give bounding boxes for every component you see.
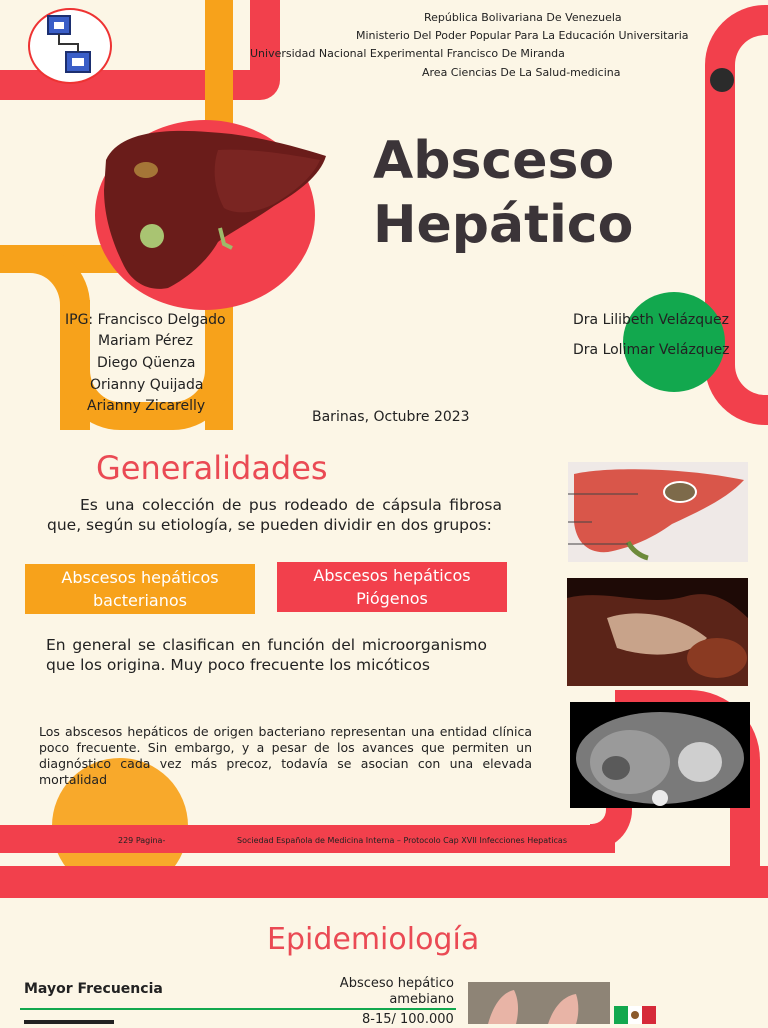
box-bacterianos: Abscesos hepáticos bacterianos [25,564,255,614]
epidemiologia-heading: Epidemiología [267,922,480,957]
tutor-2: Dra Lolimar Velázquez [573,342,730,358]
footer-page: 229 Pagina- [118,836,166,845]
student-4: Orianny Quijada [90,377,204,393]
student-1: IPG: Francisco Delgado [65,312,226,328]
value-incidence: 8-15/ 100.000 [362,1012,454,1027]
student-2: Mariam Pérez [98,333,193,349]
red-band-page-divider [0,866,768,898]
table-divider [20,1008,456,1010]
logo-icon [30,10,110,82]
row-label-mayor-frecuencia: Mayor Frecuencia [24,981,163,997]
footer-source: Sociedad Española de Medicina Interna – Protocolo Cap XVII Infecciones Hepaticas [237,836,567,845]
dark-dot [710,68,734,92]
generalidades-intro: Es una colección de pus rodeado de cápsula fibrosa que, según su etiología, se pueden dividir en dos grupos: [47,496,502,534]
row-label-partial [24,1020,114,1024]
ct-scan [570,702,750,808]
liver-image [98,120,330,292]
hands-photo [468,982,610,1024]
title-line-1: Absceso [373,131,615,191]
header-line-3: Universidad Nacional Experimental Francisco De Miranda [250,47,565,60]
place-date: Barinas, Octubre 2023 [312,409,470,425]
student-3: Diego Qüenza [97,355,196,371]
col-header-amebiano: Absceso hepático amebiano [339,976,454,1007]
flag-icon [614,1000,664,1024]
classification-text: En general se clasifican en función del microorganismo que los origina. Muy poco frecuente los micóticos [46,636,487,674]
student-5: Arianny Zicarelly [87,398,206,414]
university-logo [28,8,112,84]
title-line-2: Hepático [373,195,634,255]
abscess-photo [567,578,748,686]
header-line-4: Area Ciencias De La Salud-medicina [422,66,621,79]
generalidades-heading: Generalidades [96,449,328,487]
quote-text: Los abscesos hepáticos de origen bacteriano representan una entidad clínica poco frecuente. Sin embargo, y a pesar de los avances que permiten un diagnóstico cada vez más precoz, todavía se asocian con una elevada mortalidad [39,724,532,787]
box-piogenos: Abscesos hepáticos Piógenos [277,562,507,612]
tutor-1: Dra Lilibeth Velázquez [573,312,729,328]
header-line-2: Ministerio Del Poder Popular Para La Educación Universitaria [356,29,689,42]
liver-diagram [568,462,748,562]
header-line-1: República Bolivariana De Venezuela [424,11,622,24]
